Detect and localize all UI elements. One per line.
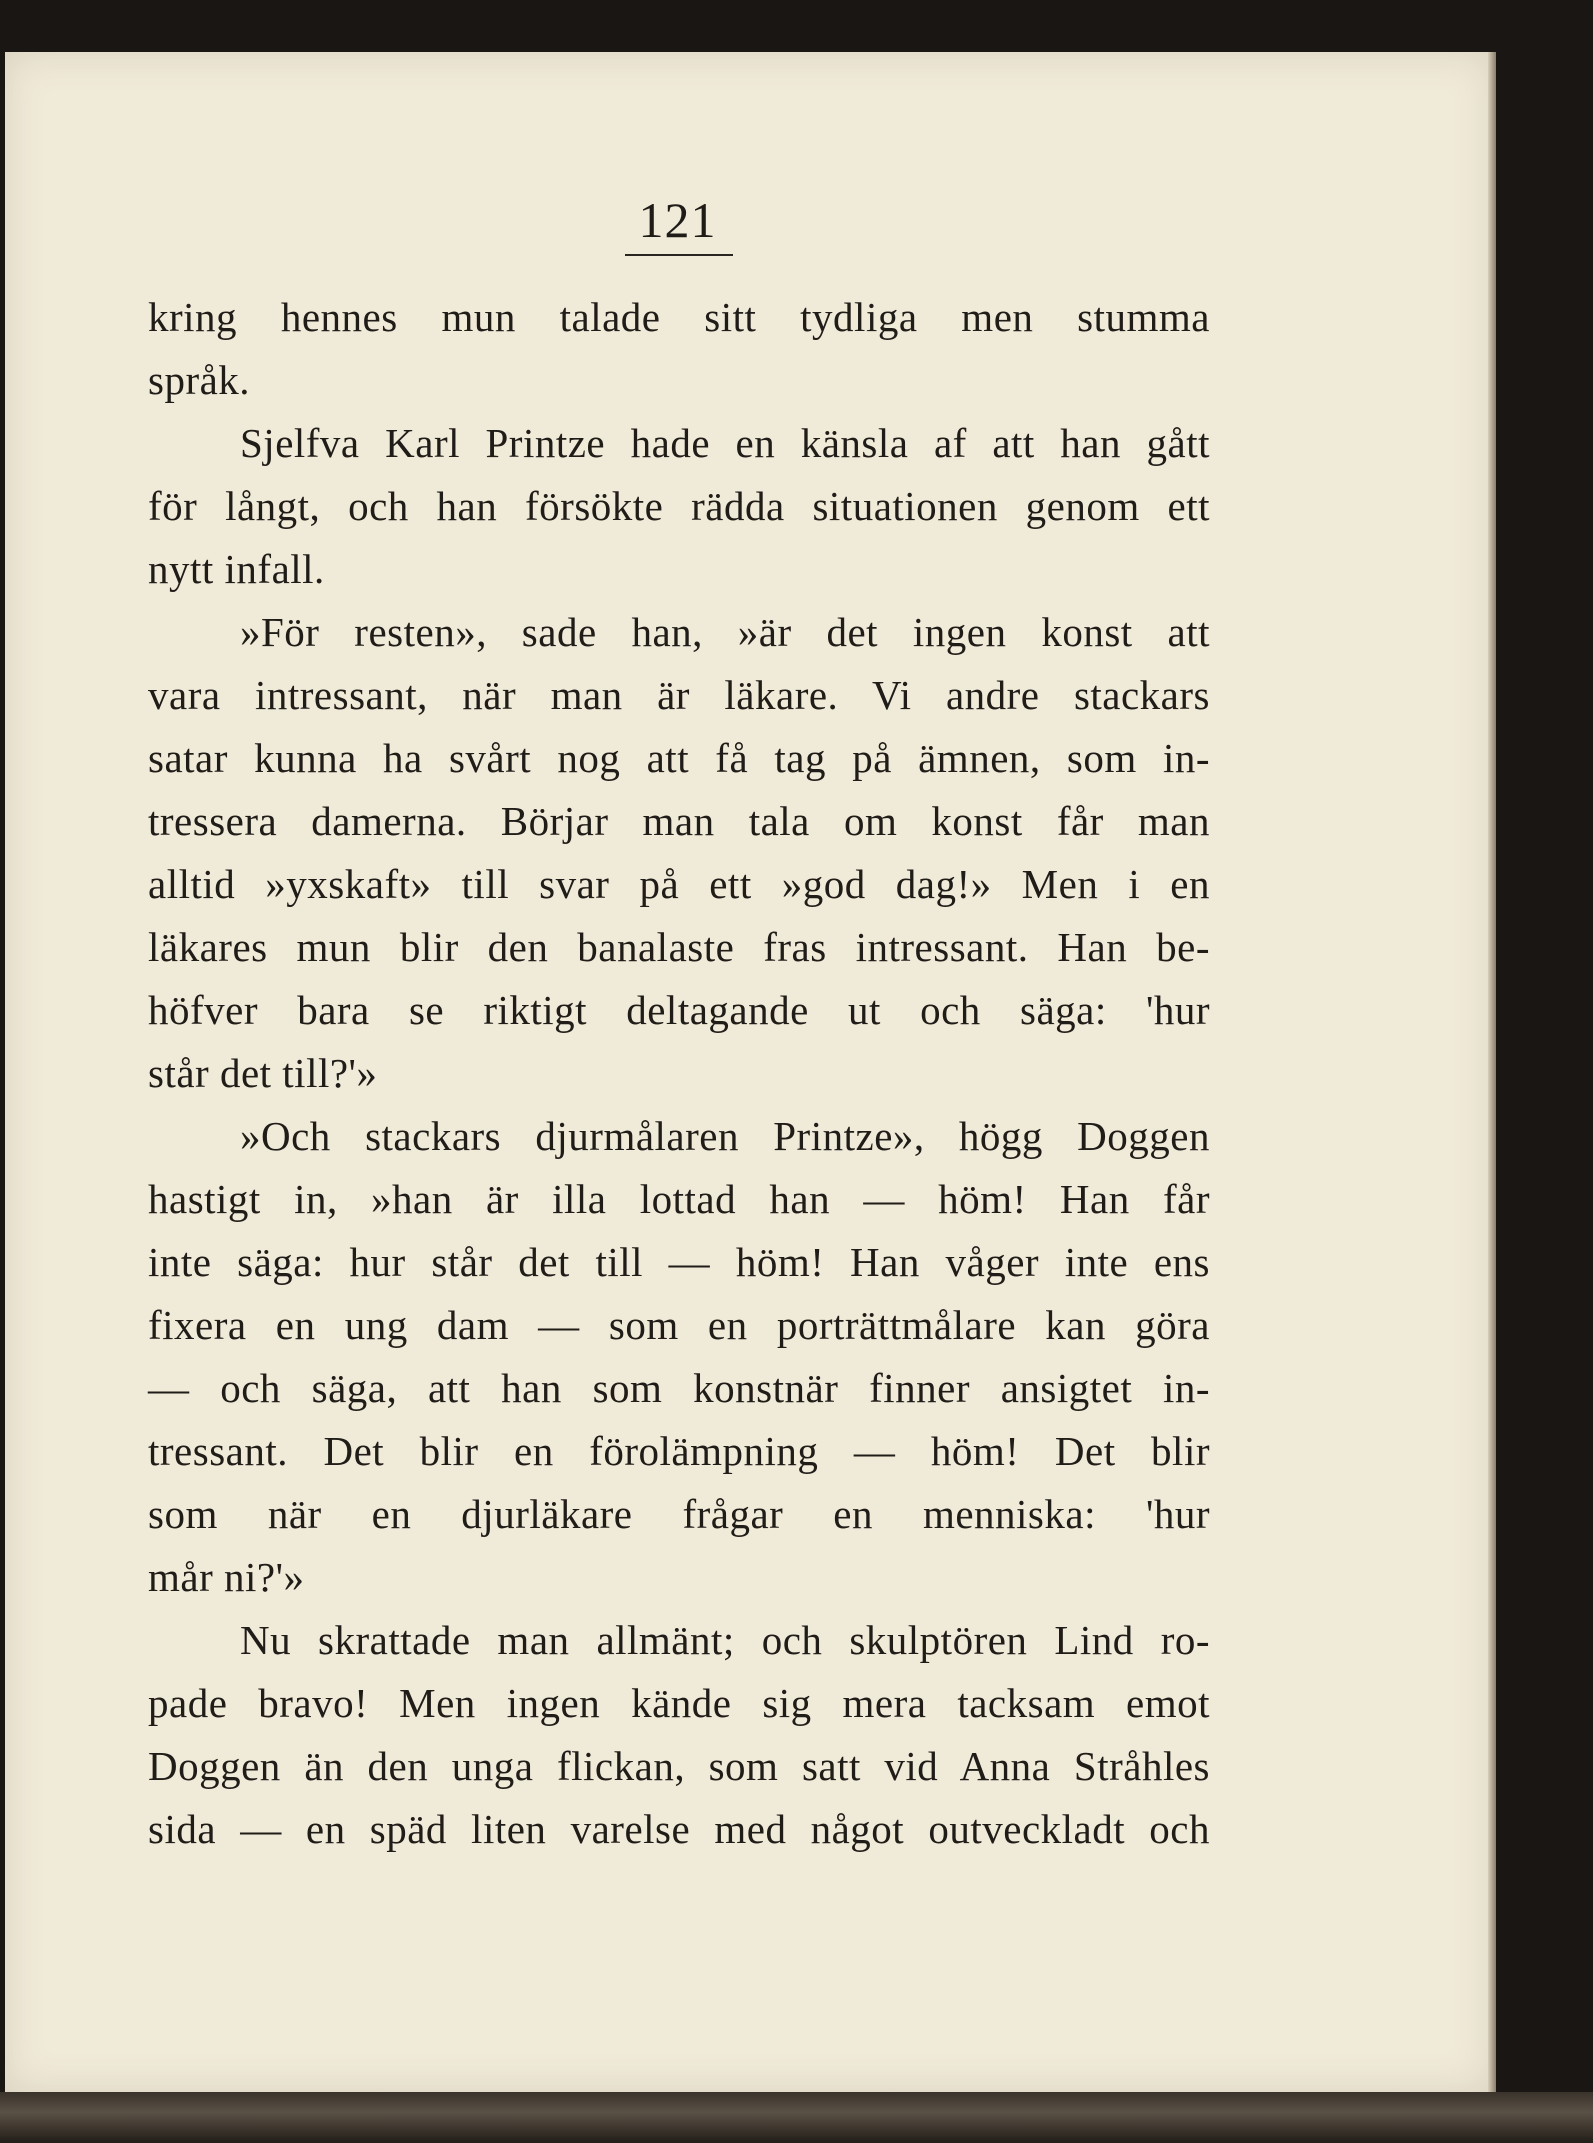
text-line: språk. xyxy=(148,357,251,403)
body-text xyxy=(148,286,1210,1861)
text-line: — och säga, att han som konstnär finner ansigtet in- xyxy=(148,1365,1210,1411)
text-line: kring hennes mun talade sitt tydliga men stumma xyxy=(148,294,1210,340)
text-line: tressera damerna. Börjar man tala om konst får man xyxy=(148,798,1210,844)
text-line: mår ni?'» xyxy=(148,1554,305,1600)
text-line: höfver bara se riktigt deltagande ut och säga: 'hur xyxy=(148,987,1210,1033)
page-number-rule xyxy=(625,254,733,256)
text-line: inte säga: hur står det till — höm! Han våger inte ens xyxy=(148,1239,1210,1285)
text-line: »Och stackars djurmålaren Printze», högg Doggen xyxy=(240,1113,1210,1159)
text-line: vara intressant, när man är läkare. Vi andre stackars xyxy=(148,672,1210,718)
text-line: står det till?'» xyxy=(148,1050,378,1096)
page-number: 121 xyxy=(638,192,717,248)
text-line: »För resten», sade han, »är det ingen konst att xyxy=(240,609,1210,655)
text-line: Sjelfva Karl Printze hade en känsla af att han gått xyxy=(240,420,1210,466)
text-line: fixera en ung dam — som en porträttmålare kan göra xyxy=(148,1302,1210,1348)
text-line: hastigt in, »han är illa lottad han — höm! Han får xyxy=(148,1176,1210,1222)
page-edge xyxy=(1488,52,1496,2092)
text-line: för långt, och han försökte rädda situationen genom ett xyxy=(148,483,1210,529)
text-line: tressant. Det blir en förolämpning — höm! Det blir xyxy=(148,1428,1210,1474)
text-line: pade bravo! Men ingen kände sig mera tacksam emot xyxy=(148,1680,1210,1726)
text-line: som när en djurläkare frågar en menniska: 'hur xyxy=(148,1491,1210,1537)
text-line: läkares mun blir den banalaste fras intressant. Han be- xyxy=(148,924,1210,970)
text-line: alltid »yxskaft» till svar på ett »god dag!» Men i en xyxy=(148,861,1210,907)
text-line: Doggen än den unga flickan, som satt vid Anna Stråhles xyxy=(148,1743,1210,1789)
text-line: satar kunna ha svårt nog att få tag på ämnen, som in- xyxy=(148,735,1210,781)
text-line: nytt infall. xyxy=(148,546,325,592)
scan-bottom-border xyxy=(0,2092,1593,2143)
text-line: Nu skrattade man allmänt; och skulptören Lind ro- xyxy=(240,1617,1210,1663)
text-line: sida — en späd liten varelse med något outveckladt och xyxy=(148,1806,1210,1852)
